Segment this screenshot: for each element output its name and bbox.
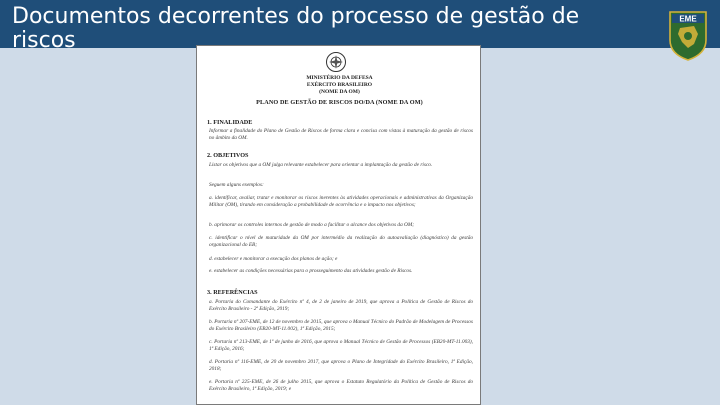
section-paragraph: c. Portaria nº 213-EME, de 1º de junho de 2016, que aprova o Manual Técnico de Gestão de Processos (EB20-MT-11.003), 1ª Edição, 2016; (209, 339, 473, 353)
org-line-army: EXÉRCITO BRASILEIRO (306, 82, 373, 88)
logo-text: EME (679, 14, 697, 24)
section-paragraph: a. Portaria do Comandante do Exército nº 4, de 2 de janeiro de 2019, que aprova a Política de Gestão de Riscos do Exército Brasileiro - 2ª Edição, 2019; (209, 299, 473, 313)
org-line-unit: (NOME DA OM) (319, 89, 360, 95)
section-heading: 2. OBJETIVOS (207, 152, 249, 159)
section-paragraph: a. identificar, avaliar, tratar e monitorar os riscos inerentes às atividades operacionais e administrativas da Organização Militar (OM), tirando em consideração a probabilidade de ocorrência e o impacto nos objetivos; (209, 195, 473, 209)
section-heading: 1. FINALIDADE (207, 119, 253, 126)
section-paragraph: c. identificar o nível de maturidade da OM por intermédio da realização do autoavaliação (diagnóstico) da gestão organizacional do EB; (209, 235, 473, 249)
section-paragraph: Listar os objetivos que a OM julga relevante estabelecer para orientar a implantação da gestão de risco. (209, 162, 433, 168)
section-paragraph: e. estabelecer as condições necessárias para o prosseguimento das atividades gestão de Riscos. (209, 268, 413, 274)
slide-title: Documentos decorrentes do processo de gestão de riscos (12, 4, 580, 53)
section-paragraph: d. estabelecer e monitorar a execução dos planos de ação; e (209, 256, 338, 262)
section-heading: 3. REFERÊNCIAS (207, 289, 258, 296)
section-paragraph: d. Portaria nº 116-EME, de 20 de novembro 2017, que aprova o Plano de Integridade do Exército Brasileiro, 1ª Edição, 2018; (209, 359, 473, 373)
section-paragraph: Informar a finalidade do Plano de Gestão de Riscos de forma clara e concisa com vistas à maturação da gestão de riscos no âmbito da OM. (209, 128, 473, 142)
org-line-ministry: MINISTÉRIO DA DEFESA (306, 75, 373, 81)
coat-of-arms-icon (325, 51, 347, 73)
eme-emblem-logo (668, 10, 708, 62)
document-title: PLANO DE GESTÃO DE RISCOS DO/DA (NOME DA OM) (256, 99, 423, 106)
section-paragraph: b. Portaria nº 207-EME, de 12 de novembro de 2015, que aprova o Manual Técnico do Padrão de Modelagem de Processos do Exército Brasileiro (EB20-MT-11.002), 1ª Edição, 2015; (209, 319, 473, 333)
section-paragraph: b. aprimorar os controles internos de gestão de modo a facilitar o alcance dos objetivos da OM; (209, 222, 415, 228)
document-page (196, 45, 481, 405)
section-paragraph: e. Portaria nº 225-EME, de 26 de julho 2015, que aprova o Estatuto Regulatório da Política de Gestão de Riscos do Exército Brasileiro, 1ª Edição, 2019; e (209, 379, 473, 393)
section-paragraph: Seguem alguns exemplos: (209, 182, 264, 188)
